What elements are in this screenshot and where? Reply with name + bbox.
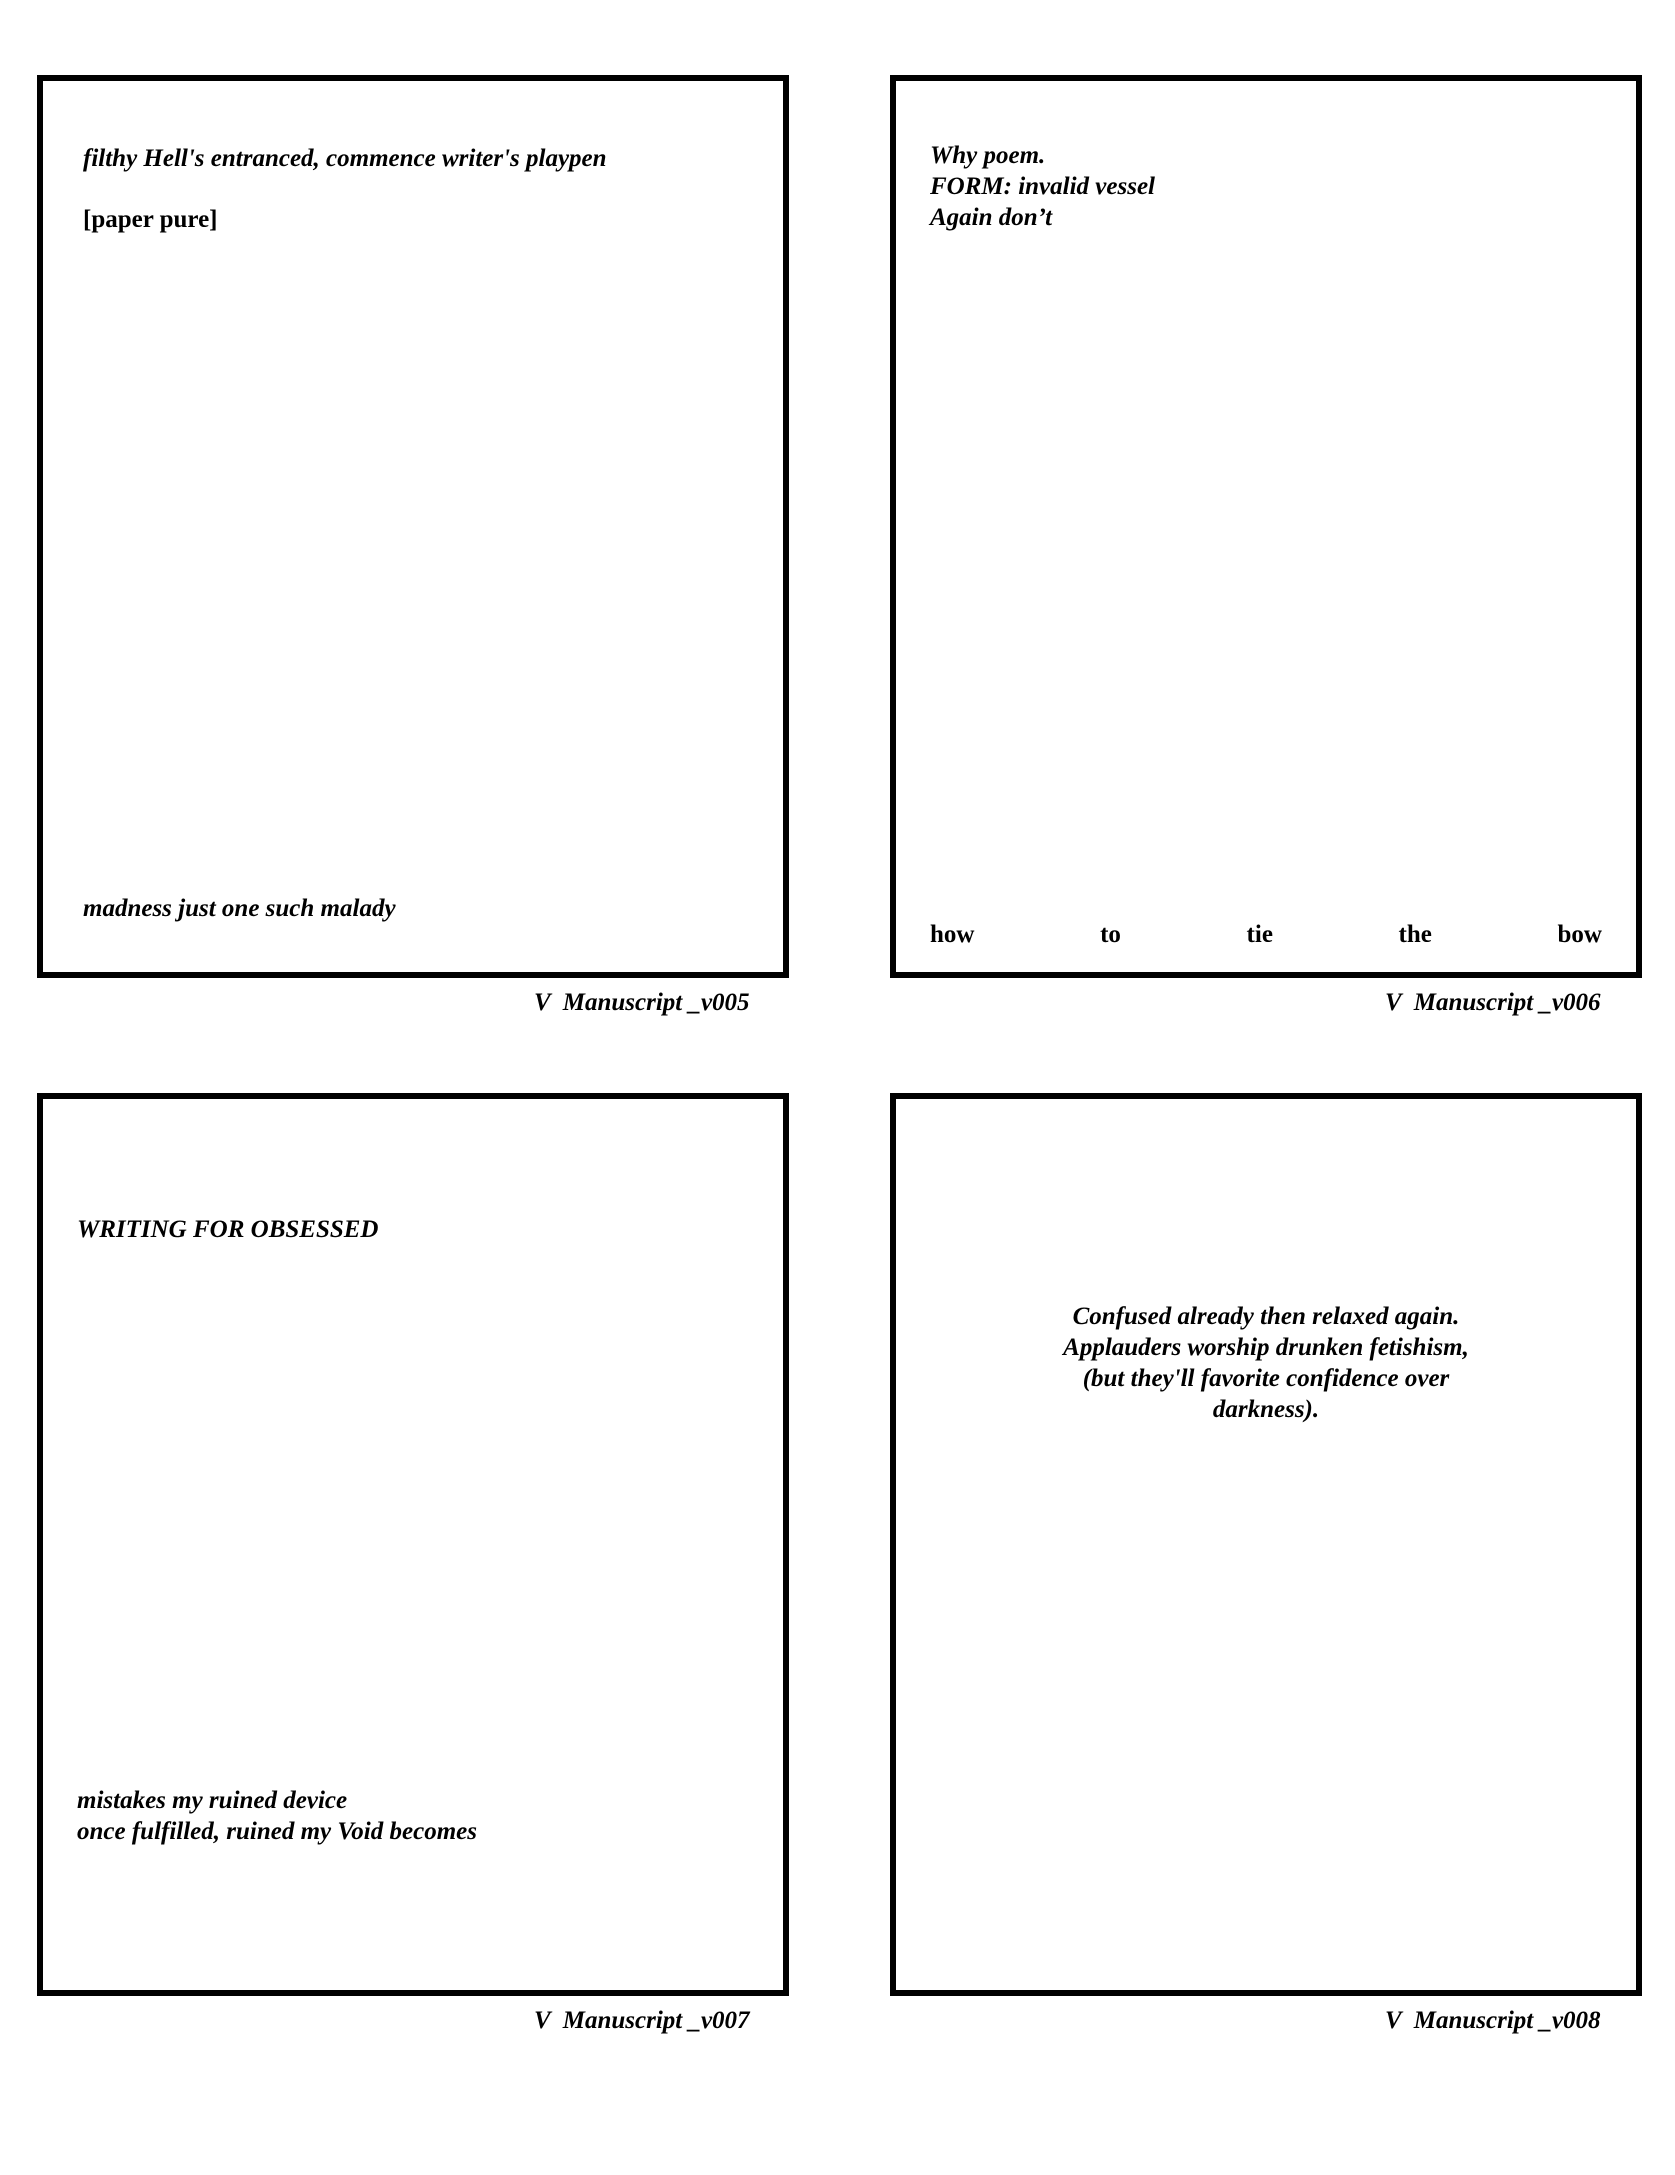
panel-caption: V Manuscript _v007 [534,2007,750,2034]
panel-caption: V Manuscript _v006 [1385,989,1601,1016]
spaced-word: how [930,921,975,948]
poem-line-bracketed: [paper pure] [83,206,218,233]
poem-stanza [77,1785,477,1847]
poem-line: FORM: invalid vessel [930,173,1155,200]
poem-line: Confused already then relaxed again. [1072,1303,1460,1330]
poem-stanza [930,140,1155,233]
spaced-word: the [1398,921,1432,948]
panel-caption: V Manuscript _v008 [1385,2007,1601,2034]
poem-line: mistakes my ruined device [77,1787,348,1814]
spaced-word: tie [1246,921,1273,948]
poem-line: darkness). [1212,1396,1320,1423]
manuscript-panel-v005 [37,75,789,978]
poem-line: filthy Hell's entranced, commence writer's playpen [83,145,607,172]
manuscript-panel-v007 [37,1093,789,1996]
poem-line: Applauders worship drunken fetishism, [1063,1334,1469,1361]
poem-line: Why poem. [930,142,1046,169]
manuscript-panel-v006 [890,75,1642,978]
poem-title: WRITING FOR OBSESSED [77,1216,379,1243]
poem-line-bottom: madness just one such malady [83,895,396,922]
panel-caption: V Manuscript _v005 [534,989,750,1016]
spaced-word: bow [1557,921,1602,948]
poem-stanza-centered [1016,1301,1516,1425]
poem-line: once fulfilled, ruined my Void becomes [77,1818,477,1845]
manuscript-panel-v008 [890,1093,1642,1996]
spaced-word: to [1100,921,1121,948]
poem-line: Again don’t [930,204,1053,231]
spaced-word-row [930,919,1602,950]
poem-line: (but they'll favorite confidence over [1082,1365,1450,1392]
